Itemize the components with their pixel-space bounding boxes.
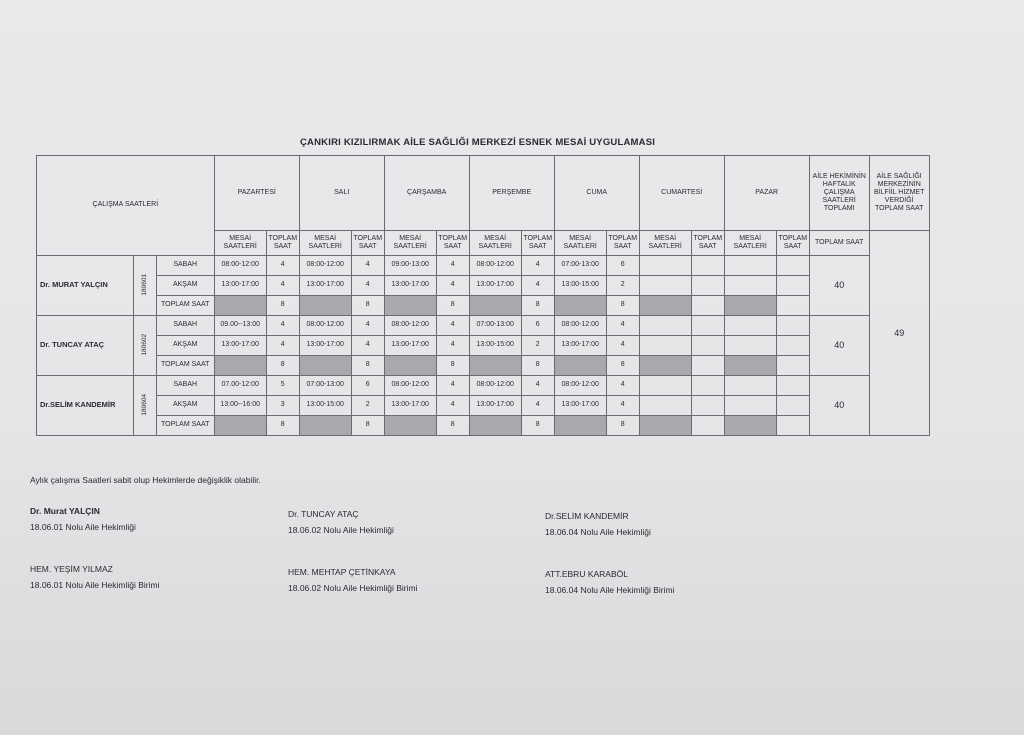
sabah-total: 5 bbox=[266, 376, 299, 396]
empty-cell bbox=[691, 396, 724, 416]
sabah-total: 4 bbox=[436, 256, 469, 276]
document-title: ÇANKIRI KIZILIRMAK AİLE SAĞLIĞI MERKEZİ ESNEK MESAİ UYGULAMASI bbox=[300, 137, 656, 148]
shaded-cell bbox=[384, 296, 436, 316]
doctor-code-text: 180601 bbox=[141, 274, 149, 297]
aksam-total: 4 bbox=[266, 336, 299, 356]
aksam-total: 2 bbox=[606, 276, 639, 296]
day-header: PAZAR bbox=[724, 156, 809, 231]
empty-cell bbox=[724, 256, 776, 276]
shaded-cell bbox=[299, 416, 351, 436]
aksam-hours: 13:00-17:00 bbox=[299, 276, 351, 296]
doctor-code bbox=[134, 256, 157, 316]
doctor-code bbox=[134, 316, 157, 376]
daily-total: 8 bbox=[521, 416, 554, 436]
sabah-hours: 09:00-13:00 bbox=[384, 256, 436, 276]
shaded-cell bbox=[554, 296, 606, 316]
empty-cell bbox=[776, 396, 809, 416]
aksam-hours: 13:00-17:00 bbox=[384, 276, 436, 296]
empty-cell bbox=[691, 336, 724, 356]
table-row bbox=[37, 256, 930, 276]
sabah-total: 4 bbox=[521, 256, 554, 276]
aksam-total: 4 bbox=[521, 396, 554, 416]
aksam-hours: 13:00-15:00 bbox=[299, 396, 351, 416]
sabah-hours: 07:00-13:00 bbox=[469, 316, 521, 336]
signatory-unit: 18.06.02 Nolu Aile Hekimliği Birimi bbox=[288, 583, 418, 594]
daily-total: 8 bbox=[351, 356, 384, 376]
row-label-aksam: AKŞAM bbox=[156, 396, 214, 416]
table-row bbox=[37, 296, 930, 316]
empty-cell bbox=[639, 316, 691, 336]
aksam-total: 3 bbox=[266, 396, 299, 416]
signatory-name: HEM. YEŞİM YILMAZ bbox=[30, 564, 113, 574]
day-header: ÇARŞAMBA bbox=[384, 156, 469, 231]
aksam-hours: 13:00-17:00 bbox=[299, 336, 351, 356]
empty-cell bbox=[691, 356, 724, 376]
mesai-subheader: MESAİ SAATLERİ bbox=[469, 231, 521, 256]
doctor-name: Dr.SELİM KANDEMİR bbox=[37, 376, 134, 436]
shaded-cell bbox=[214, 296, 266, 316]
row-label-toplam: TOPLAM SAAT bbox=[156, 416, 214, 436]
sabah-hours: 09.00--13:00 bbox=[214, 316, 266, 336]
sabah-hours: 08:00-12:00 bbox=[469, 376, 521, 396]
aksam-hours: 13:00-17:00 bbox=[214, 336, 266, 356]
shaded-cell bbox=[639, 416, 691, 436]
daily-total: 8 bbox=[266, 416, 299, 436]
daily-total: 8 bbox=[606, 356, 639, 376]
signatory-6 bbox=[545, 566, 674, 598]
daily-total: 8 bbox=[606, 296, 639, 316]
sabah-hours: 08:00-12:00 bbox=[299, 256, 351, 276]
sabah-total: 4 bbox=[266, 256, 299, 276]
mesai-subheader: MESAİ SAATLERİ bbox=[299, 231, 351, 256]
sabah-hours: 08:00-12:00 bbox=[554, 376, 606, 396]
table-row bbox=[37, 376, 930, 396]
empty-cell bbox=[724, 336, 776, 356]
empty-cell bbox=[639, 256, 691, 276]
schedule-table bbox=[36, 155, 930, 436]
daily-total: 8 bbox=[351, 416, 384, 436]
doctor-code bbox=[134, 376, 157, 436]
aksam-total: 4 bbox=[266, 276, 299, 296]
signatory-4 bbox=[30, 561, 159, 593]
daily-total: 8 bbox=[436, 356, 469, 376]
empty-cell bbox=[691, 376, 724, 396]
doctor-name: Dr. MURAT YALÇIN bbox=[37, 256, 134, 316]
aksam-hours: 13:00-17:00 bbox=[469, 276, 521, 296]
sabah-total: 6 bbox=[606, 256, 639, 276]
aksam-total: 2 bbox=[521, 336, 554, 356]
empty-cell bbox=[724, 316, 776, 336]
empty-cell bbox=[724, 376, 776, 396]
aksam-total: 4 bbox=[521, 276, 554, 296]
empty-cell bbox=[639, 396, 691, 416]
empty-cell bbox=[776, 316, 809, 336]
sabah-hours: 07:00-13:00 bbox=[554, 256, 606, 276]
sabah-total: 6 bbox=[521, 316, 554, 336]
aksam-hours: 13:00-17:00 bbox=[384, 336, 436, 356]
signatory-name: Dr. TUNCAY ATAÇ bbox=[288, 509, 359, 519]
doctor-code-text: 180604 bbox=[141, 394, 149, 417]
aksam-hours: 13:00-17:00 bbox=[554, 336, 606, 356]
sabah-hours: 08:00-12:00 bbox=[554, 316, 606, 336]
aksam-total: 4 bbox=[606, 336, 639, 356]
signatory-name: ATT.EBRU KARABÖL bbox=[545, 569, 628, 579]
aksam-hours: 13:00-17:00 bbox=[469, 396, 521, 416]
toplam-subheader: TOPLAM SAAT bbox=[521, 231, 554, 256]
daily-total: 8 bbox=[266, 356, 299, 376]
shaded-cell bbox=[639, 296, 691, 316]
sabah-total: 4 bbox=[351, 256, 384, 276]
aksam-total: 4 bbox=[436, 336, 469, 356]
row-label-sabah: SABAH bbox=[156, 316, 214, 336]
sabah-total: 4 bbox=[436, 316, 469, 336]
mesai-subheader: MESAİ SAATLERİ bbox=[724, 231, 776, 256]
aksam-total: 4 bbox=[436, 396, 469, 416]
sabah-total: 6 bbox=[351, 376, 384, 396]
day-header: CUMARTESİ bbox=[639, 156, 724, 231]
daily-total: 8 bbox=[351, 296, 384, 316]
weekly-total-header: AİLE HEKİMİNİN HAFTALIK ÇALIŞMA SAATLERİ TOPLAMI bbox=[809, 156, 869, 231]
shaded-cell bbox=[469, 296, 521, 316]
toplam-subheader: TOPLAM SAAT bbox=[691, 231, 724, 256]
mesai-subheader: MESAİ SAATLERİ bbox=[554, 231, 606, 256]
aksam-hours: 13:00-17:00 bbox=[214, 276, 266, 296]
shaded-cell bbox=[299, 356, 351, 376]
daily-total: 8 bbox=[521, 356, 554, 376]
table-row bbox=[37, 316, 930, 336]
signatory-unit: 18.06.04 Nolu Aile Hekimliği Birimi bbox=[545, 585, 675, 596]
empty-cell bbox=[776, 336, 809, 356]
row-label-sabah: SABAH bbox=[156, 376, 214, 396]
table-row bbox=[37, 276, 930, 296]
shaded-cell bbox=[469, 356, 521, 376]
toplam-subheader: TOPLAM SAAT bbox=[436, 231, 469, 256]
empty-cell bbox=[776, 296, 809, 316]
daily-total: 8 bbox=[266, 296, 299, 316]
signatory-unit: 18.06.02 Nolu Aile Hekimliği bbox=[288, 525, 394, 536]
row-label-sabah: SABAH bbox=[156, 256, 214, 276]
empty-cell bbox=[691, 276, 724, 296]
empty-cell bbox=[639, 276, 691, 296]
center-total-value: 49 bbox=[869, 231, 929, 436]
empty-cell bbox=[639, 376, 691, 396]
sabah-total: 4 bbox=[606, 316, 639, 336]
shaded-cell bbox=[469, 416, 521, 436]
shaded-cell bbox=[724, 416, 776, 436]
sabah-total: 4 bbox=[606, 376, 639, 396]
daily-total: 8 bbox=[606, 416, 639, 436]
sabah-hours: 08:00-12:00 bbox=[214, 256, 266, 276]
aksam-hours: 13:00--16:00 bbox=[214, 396, 266, 416]
sabah-hours: 08:00-12:00 bbox=[384, 316, 436, 336]
aksam-total: 4 bbox=[351, 276, 384, 296]
toplam-subheader: TOPLAM SAAT bbox=[776, 231, 809, 256]
signatory-name: Dr. Murat YALÇIN bbox=[30, 506, 100, 516]
center-total-header: AİLE SAĞLIĞI MERKEZİNİN BİLFİİL HİZMET VERDİĞİ TOPLAM SAAT bbox=[869, 156, 929, 231]
signatory-name: Dr.SELİM KANDEMİR bbox=[545, 511, 629, 521]
footnote: Aylık çalışma Saatleri sabit olup Hekimlerde değişiklik olabilir. bbox=[30, 475, 261, 485]
row-label-toplam: TOPLAM SAAT bbox=[156, 356, 214, 376]
empty-cell bbox=[776, 356, 809, 376]
daily-total: 8 bbox=[521, 296, 554, 316]
table-row bbox=[37, 336, 930, 356]
sabah-hours: 07:00-13:00 bbox=[299, 376, 351, 396]
aksam-hours: 13:00-17:00 bbox=[554, 396, 606, 416]
sabah-total: 4 bbox=[436, 376, 469, 396]
empty-cell bbox=[691, 416, 724, 436]
shaded-cell bbox=[724, 356, 776, 376]
mesai-subheader: MESAİ SAATLERİ bbox=[639, 231, 691, 256]
aksam-total: 2 bbox=[351, 396, 384, 416]
table-row bbox=[37, 396, 930, 416]
table-row bbox=[37, 416, 930, 436]
empty-cell bbox=[776, 276, 809, 296]
doctor-code-text: 180602 bbox=[141, 334, 149, 357]
shaded-cell bbox=[724, 296, 776, 316]
day-header: CUMA bbox=[554, 156, 639, 231]
shaded-cell bbox=[639, 356, 691, 376]
day-header: PERŞEMBE bbox=[469, 156, 554, 231]
daily-total: 8 bbox=[436, 296, 469, 316]
empty-cell bbox=[691, 256, 724, 276]
weekly-total-subheader: TOPLAM SAAT bbox=[809, 231, 869, 256]
day-header: PAZARTESİ bbox=[214, 156, 299, 231]
sabah-hours: 08:00-12:00 bbox=[384, 376, 436, 396]
aksam-hours: 13:00-15:00 bbox=[469, 336, 521, 356]
shaded-cell bbox=[554, 416, 606, 436]
signatory-3 bbox=[545, 508, 651, 540]
signatory-unit: 18.06.01 Nolu Aile Hekimliği bbox=[30, 522, 136, 533]
row-label-aksam: AKŞAM bbox=[156, 276, 214, 296]
signatory-unit: 18.06.04 Nolu Aile Hekimliği bbox=[545, 527, 651, 538]
aksam-total: 4 bbox=[606, 396, 639, 416]
corner-label: ÇALIŞMA SAATLERİ bbox=[37, 156, 215, 256]
empty-cell bbox=[724, 276, 776, 296]
shaded-cell bbox=[299, 296, 351, 316]
shaded-cell bbox=[384, 416, 436, 436]
empty-cell bbox=[691, 316, 724, 336]
signatory-unit: 18.06.01 Nolu Aile Hekimliği Birimi bbox=[30, 580, 160, 591]
aksam-hours: 13:00-15:00 bbox=[554, 276, 606, 296]
aksam-total: 4 bbox=[436, 276, 469, 296]
empty-cell bbox=[776, 376, 809, 396]
daily-total: 8 bbox=[436, 416, 469, 436]
empty-cell bbox=[776, 416, 809, 436]
toplam-subheader: TOPLAM SAAT bbox=[606, 231, 639, 256]
row-label-aksam: AKŞAM bbox=[156, 336, 214, 356]
sabah-total: 4 bbox=[351, 316, 384, 336]
empty-cell bbox=[776, 256, 809, 276]
sabah-total: 4 bbox=[521, 376, 554, 396]
toplam-subheader: TOPLAM SAAT bbox=[351, 231, 384, 256]
weekly-total-value: 40 bbox=[809, 256, 869, 316]
mesai-subheader: MESAİ SAATLERİ bbox=[384, 231, 436, 256]
shaded-cell bbox=[214, 416, 266, 436]
aksam-hours: 13:00-17:00 bbox=[384, 396, 436, 416]
day-header: SALI bbox=[299, 156, 384, 231]
signatory-name: HEM. MEHTAP ÇETİNKAYA bbox=[288, 567, 396, 577]
signatory-5 bbox=[288, 564, 417, 596]
table-row bbox=[37, 156, 930, 231]
sabah-hours: 08:00-12:00 bbox=[299, 316, 351, 336]
shaded-cell bbox=[214, 356, 266, 376]
table-row bbox=[37, 356, 930, 376]
row-label-toplam: TOPLAM SAAT bbox=[156, 296, 214, 316]
empty-cell bbox=[724, 396, 776, 416]
weekly-total-value: 40 bbox=[809, 316, 869, 376]
sabah-hours: 07.00-12:00 bbox=[214, 376, 266, 396]
sabah-hours: 08:00-12:00 bbox=[469, 256, 521, 276]
aksam-total: 4 bbox=[351, 336, 384, 356]
mesai-subheader: MESAİ SAATLERİ bbox=[214, 231, 266, 256]
doctor-name: Dr. TUNCAY ATAÇ bbox=[37, 316, 134, 376]
weekly-total-value: 40 bbox=[809, 376, 869, 436]
shaded-cell bbox=[554, 356, 606, 376]
signatory-1 bbox=[30, 503, 136, 535]
sabah-total: 4 bbox=[266, 316, 299, 336]
empty-cell bbox=[691, 296, 724, 316]
shaded-cell bbox=[384, 356, 436, 376]
signatory-2 bbox=[288, 506, 394, 538]
empty-cell bbox=[639, 336, 691, 356]
toplam-subheader: TOPLAM SAAT bbox=[266, 231, 299, 256]
